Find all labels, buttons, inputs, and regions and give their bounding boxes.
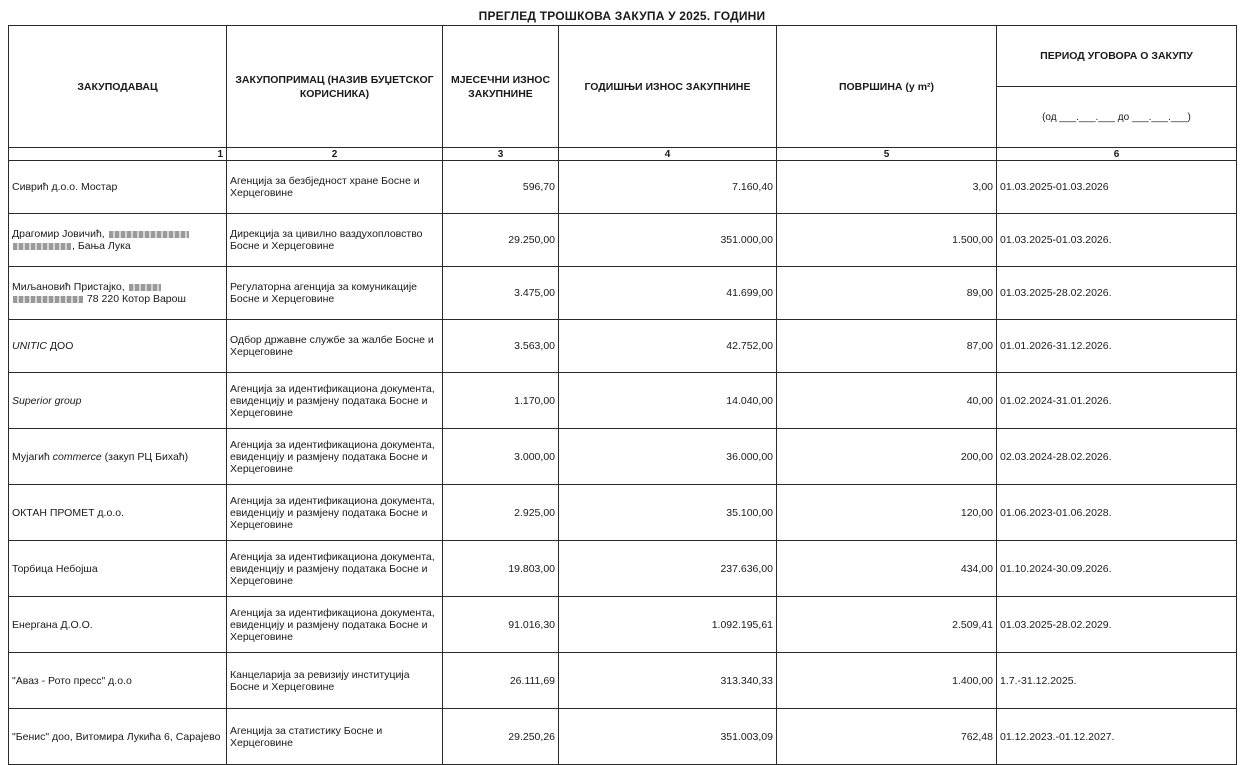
lessor-city: , Бања Лука: [72, 240, 131, 252]
yearly-amount-cell: 351.000,00: [559, 214, 777, 267]
period-cell: 01.03.2025-01.03.2026: [997, 161, 1237, 214]
area-cell: 3,00: [777, 161, 997, 214]
period-cell: 01.02.2024-31.01.2026.: [997, 373, 1237, 429]
period-cell: 01.03.2025-28.02.2029.: [997, 597, 1237, 653]
lessee-cell: Агенција за безбједност хране Босне и Херцеговине: [227, 161, 443, 214]
yearly-amount-cell: 7.160,40: [559, 161, 777, 214]
monthly-amount-cell: 1.170,00: [443, 373, 559, 429]
lessor-cell: ОКТАН ПРОМЕТ д.о.о.: [9, 485, 227, 541]
monthly-amount-cell: 29.250,26: [443, 709, 559, 765]
lessee-cell: Регулаторна агенција за комуникације Босне и Херцеговине: [227, 267, 443, 320]
monthly-amount-cell: 29.250,00: [443, 214, 559, 267]
lessor-cell: [9, 214, 227, 267]
lessor-cell: Сиврић д.о.о. Мостар: [9, 161, 227, 214]
lessor-name-prefix: Мујагић: [12, 450, 53, 463]
lessor-name-italic: commerce: [52, 450, 102, 463]
yearly-amount-cell: 14.040,00: [559, 373, 777, 429]
yearly-amount-cell: 237.636,00: [559, 541, 777, 597]
lessor-cell: "Бенис" доо, Витомира Лукића 6, Сарајево: [9, 709, 227, 765]
column-number: 5: [777, 148, 997, 161]
lessor-cell: [9, 429, 227, 485]
period-cell: 01.03.2025-28.02.2026.: [997, 267, 1237, 320]
monthly-amount-cell: 3.000,00: [443, 429, 559, 485]
header-period-format: (од ___.___.___ до ___.___.___): [997, 87, 1237, 148]
area-cell: 87,00: [777, 320, 997, 373]
header-yearly: ГОДИШЊИ ИЗНОС ЗАКУПНИНЕ: [559, 26, 777, 148]
column-number: 4: [559, 148, 777, 161]
lessee-cell: Агенција за статистику Босне и Херцеговине: [227, 709, 443, 765]
monthly-amount-cell: 3.563,00: [443, 320, 559, 373]
lessor-name-suffix: ДОО: [47, 340, 74, 352]
lessor-cell: Енергана Д.О.О.: [9, 597, 227, 653]
lessor-name: Миљановић Пристајко,: [12, 281, 125, 293]
period-cell: 01.10.2024-30.09.2026.: [997, 541, 1237, 597]
table-row: [9, 709, 1237, 765]
period-cell: 1.7.-31.12.2025.: [997, 653, 1237, 709]
lessor-cell: "Аваз - Рото пресс" д.о.о: [9, 653, 227, 709]
lessor-name-suffix: (закуп РЦ Бихаћ): [101, 450, 189, 463]
lessee-cell: Агенција за идентификациона документа, евиденцију и размјену података Босне и Херцеговине: [227, 429, 443, 485]
area-cell: 120,00: [777, 485, 997, 541]
monthly-amount-cell: 19.803,00: [443, 541, 559, 597]
area-cell: 762,48: [777, 709, 997, 765]
table-row: [9, 597, 1237, 653]
yearly-amount-cell: 36.000,00: [559, 429, 777, 485]
lessor-cell: [9, 320, 227, 373]
page-title: ПРЕГЛЕД ТРОШКОВА ЗАКУПА У 2025. ГОДИНИ: [478, 9, 766, 23]
lessee-cell: Агенција за идентификациона документа, евиденцију и размјену података Босне и Херцеговине: [227, 597, 443, 653]
area-cell: 1.500,00: [777, 214, 997, 267]
lessor-name-italic: UNITIC: [12, 340, 47, 352]
header-monthly: МЈЕСЕЧНИ ИЗНОС ЗАКУПНИНЕ: [443, 26, 559, 148]
monthly-amount-cell: 596,70: [443, 161, 559, 214]
table-row: [9, 653, 1237, 709]
column-number: 6: [997, 148, 1237, 161]
monthly-amount-cell: 2.925,00: [443, 485, 559, 541]
area-cell: 434,00: [777, 541, 997, 597]
lessee-cell: Агенција за идентификациона документа, евиденцију и размјену података Босне и Херцеговине: [227, 485, 443, 541]
table-row: [9, 429, 1237, 485]
column-number: 1: [9, 148, 227, 161]
table-row: [9, 541, 1237, 597]
redacted-text: [13, 243, 71, 250]
header-period: ПЕРИОД УГОВОРА О ЗАКУПУ: [997, 26, 1237, 87]
header-area: ПОВРШИНА (у m²): [777, 26, 997, 148]
area-cell: 2.509,41: [777, 597, 997, 653]
column-number: 2: [227, 148, 443, 161]
redacted-text: [129, 284, 161, 291]
yearly-amount-cell: 41.699,00: [559, 267, 777, 320]
table-row: [9, 320, 1237, 373]
monthly-amount-cell: 3.475,00: [443, 267, 559, 320]
period-cell: 01.03.2025-01.03.2026.: [997, 214, 1237, 267]
lease-costs-table: [8, 25, 1237, 765]
monthly-amount-cell: 26.111,69: [443, 653, 559, 709]
lessee-cell: Дирекција за цивилно ваздухопловство Босне и Херцеговине: [227, 214, 443, 267]
table-row: [9, 267, 1237, 320]
lessor-city: 78 220 Котор Варош: [86, 293, 186, 305]
redacted-text: [13, 296, 83, 303]
lessee-cell: Агенција за идентификациона документа, евиденцију и размјену података Босне и Херцеговине: [227, 373, 443, 429]
header-lessee: ЗАКУПОПРИМАЦ (НАЗИВ БУЏЕТСКОГ КОРИСНИКА): [227, 26, 443, 148]
area-cell: 200,00: [777, 429, 997, 485]
period-cell: 02.03.2024-28.02.2026.: [997, 429, 1237, 485]
lessor-name: Драгомир Јовичић,: [12, 228, 105, 240]
yearly-amount-cell: 313.340,33: [559, 653, 777, 709]
period-cell: 01.01.2026-31.12.2026.: [997, 320, 1237, 373]
period-cell: 01.12.2023.-01.12.2027.: [997, 709, 1237, 765]
header-lessor: ЗАКУПОДАВАЦ: [9, 26, 227, 148]
lessee-cell: Канцеларија за ревизију институција Босне и Херцеговине: [227, 653, 443, 709]
table-row: [9, 485, 1237, 541]
column-number: 3: [443, 148, 559, 161]
table-row: [9, 373, 1237, 429]
yearly-amount-cell: 42.752,00: [559, 320, 777, 373]
table-row: [9, 161, 1237, 214]
area-cell: 1.400,00: [777, 653, 997, 709]
lessee-cell: Агенција за идентификациона документа, евиденцију и размјену података Босне и Херцеговине: [227, 541, 443, 597]
area-cell: 89,00: [777, 267, 997, 320]
yearly-amount-cell: 351.003,09: [559, 709, 777, 765]
table-row: [9, 214, 1237, 267]
lessee-cell: Одбор државне службе за жалбе Босне и Херцеговине: [227, 320, 443, 373]
lessor-cell: [9, 373, 227, 429]
yearly-amount-cell: 1.092.195,61: [559, 597, 777, 653]
area-cell: 40,00: [777, 373, 997, 429]
period-cell: 01.06.2023-01.06.2028.: [997, 485, 1237, 541]
lessor-cell: [9, 267, 227, 320]
lessor-name-italic: Superior group: [12, 394, 82, 407]
monthly-amount-cell: 91.016,30: [443, 597, 559, 653]
yearly-amount-cell: 35.100,00: [559, 485, 777, 541]
lessor-cell: Торбица Небојша: [9, 541, 227, 597]
redacted-text: [109, 231, 189, 238]
